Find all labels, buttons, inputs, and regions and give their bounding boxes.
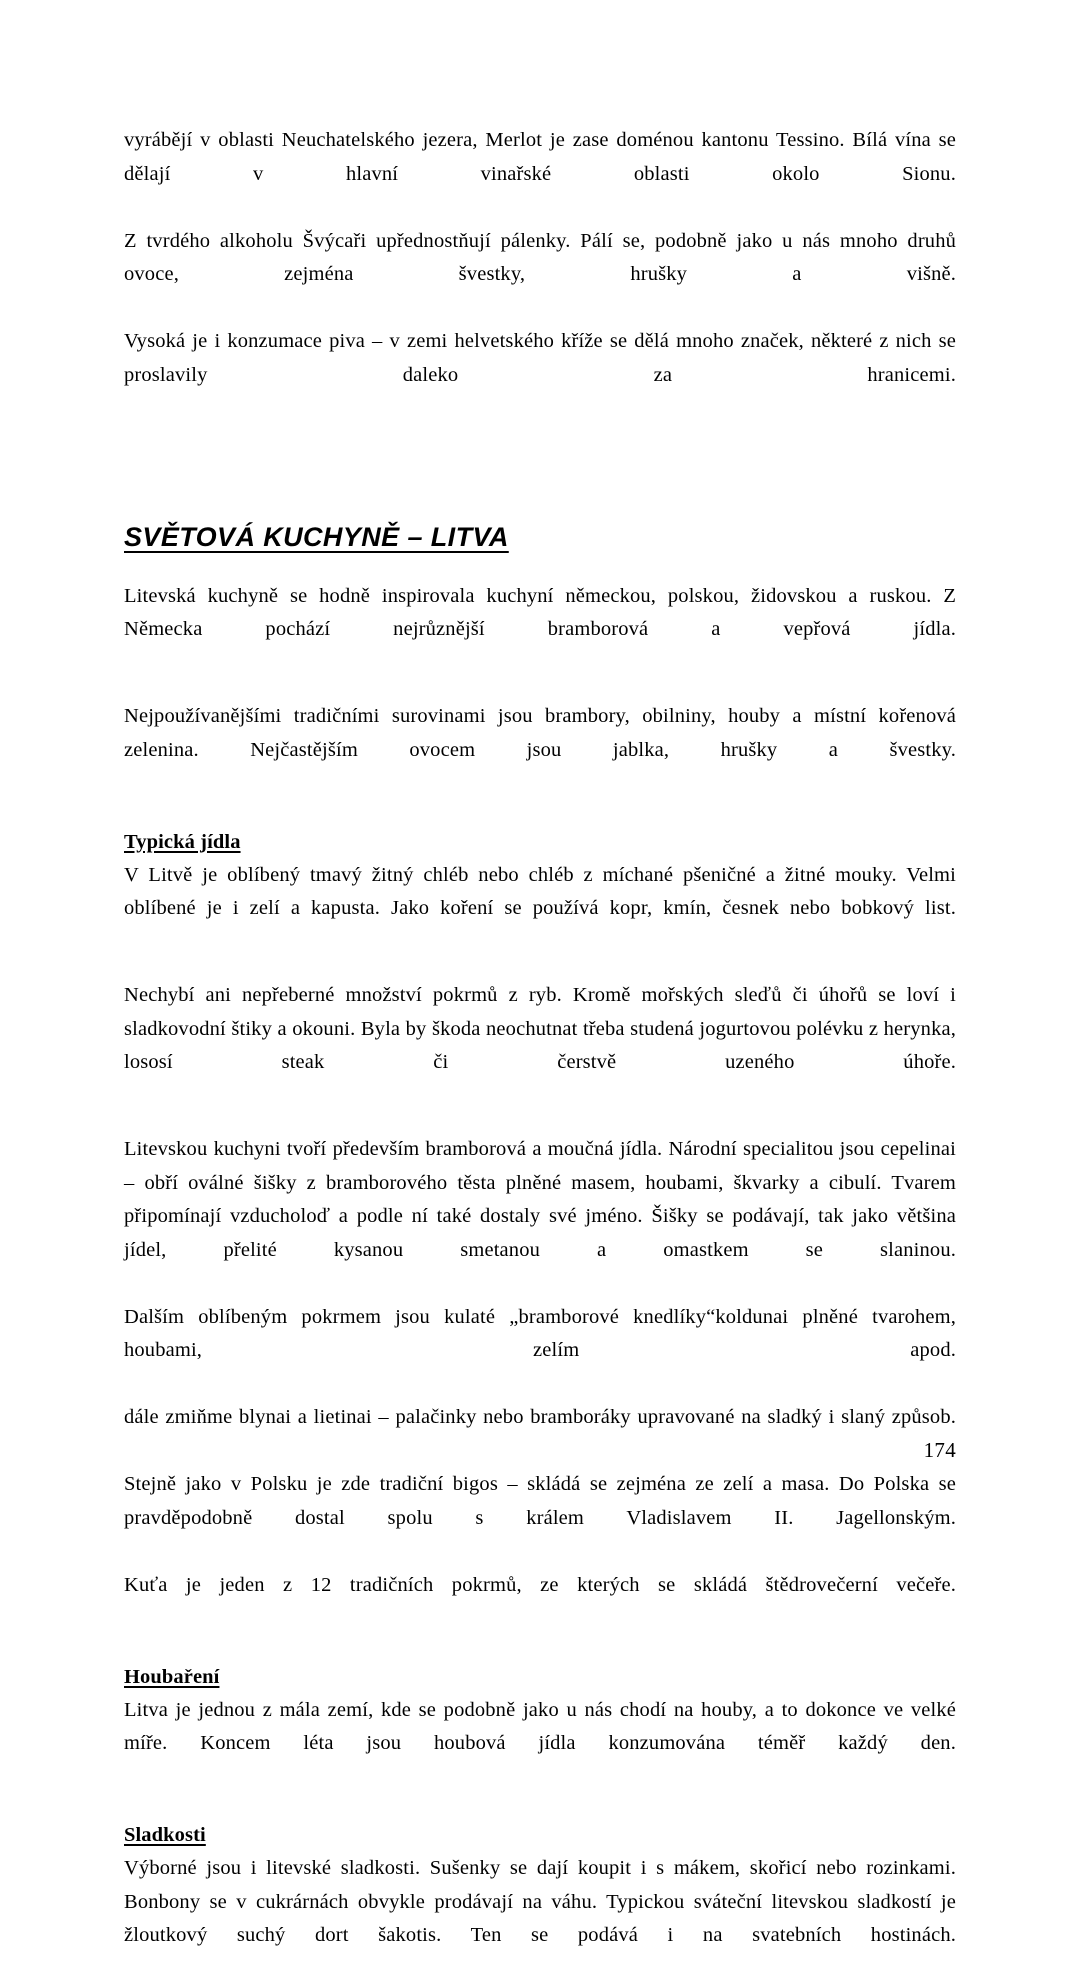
section-title: SVĚTOVÁ KUCHYNĚ – LITVA — [124, 521, 509, 552]
subsection-1-paragraph-4: Dalším oblíbeným pokrmem jsou kulaté „bramborové knedlíky“koldunai plněné tvarohem, houbami, zelím apod. — [124, 1305, 956, 1361]
subsection-heading-wrap-3 — [124, 1820, 956, 1852]
subsection-1-paragraph-3: Litevskou kuchyni tvoří především bramborová a moučná jídla. Národní specialitou jsou cepelinai – obří oválné šišky z bramborového těsta plněné masem, houbami, škvarky a cibulí. Tvarem připomínají vzducholoď a podle ní také dostaly své jméno. Šišky se podávají, tak jako většina jídel, přelité kysanou smetanou a omastkem se slaninou. — [124, 1138, 956, 1261]
subsection-3-paragraph-1: Výborné jsou i litevské sladkosti. Sušenky se dají koupit i s mákem, skořicí nebo rozinkami. Bonbony se v cukrárnách obvykle prodávají na váhu. Typickou sváteční litevskou sladkostí je žloutkový suchý dort šakotis. Ten se podává i na svatebních hostinách. — [124, 1857, 956, 1946]
section-lead-paragraph-2: Nejpoužívanějšími tradičními surovinami jsou brambory, obilniny, houby a místní kořenová zelenina. Nejčastějším ovocem jsou jablka, hrušky a švestky. — [124, 705, 956, 761]
subsection-heading-wrap-1 — [124, 827, 956, 859]
spacer-before-subsection-1 — [124, 801, 956, 827]
page-number: 174 — [923, 1438, 956, 1462]
subsection-1-paragraph-7: Kuťa je jeden z 12 tradičních pokrmů, ze kterých se skládá štědrovečerní večeře. — [124, 1573, 956, 1596]
intro-paragraph-3: Vysoká je i konzumace piva – v zemi helvetského kříže se dělá mnoho značek, některé z nich se proslavily daleko za hranicemi. — [124, 330, 956, 386]
spacer-before-subsection-3 — [124, 1794, 956, 1820]
subsection-1-paragraph-1: V Litvě je oblíbený tmavý žitný chléb nebo chléb z míchané pšeničné a žitné mouky. Velmi oblíbené je i zelí a kapusta. Jako koření se používá kopr, kmín, česnek nebo bobkový list. — [124, 863, 956, 919]
section-lead-paragraph-1: Litevská kuchyně se hodně inspirovala kuchyní německou, polskou, židovskou a ruskou. Z Německa pochází nejrůznější bramborová a vepřová jídla. — [124, 584, 956, 640]
intro-paragraph-2: Z tvrdého alkoholu Švýcaři upřednostňují pálenky. Pálí se, podobně jako u nás mnoho druhů ovoce, zejména švestky, hrušky a višně. — [124, 229, 956, 285]
page-content — [124, 124, 956, 1986]
subsection-1-paragraph-6: Stejně jako v Polsku je zde tradiční bigos – skládá se zejména ze zelí a masa. Do Polska se pravděpodobně dostal spolu s králem Vladislavem II. Jagellonským. — [124, 1473, 956, 1529]
subsection-heading-sladkosti: Sladkosti — [124, 1824, 206, 1846]
subsection-1-paragraph-5: dále zmiňme blynai a lietinai – palačinky nebo bramboráky upravované na sladký i slaný způsob. — [124, 1406, 956, 1428]
spacer-s1-p2-p3 — [124, 1113, 956, 1133]
spacer-after-section-title — [124, 554, 956, 580]
intro-paragraph-1: vyrábějí v oblasti Neuchatelského jezera, Merlot je zase doménou kantonu Tessino. Bílá vína se dělají v hlavní vinařské oblasti okolo Sionu. — [124, 129, 956, 185]
subsection-heading-wrap-2 — [124, 1662, 956, 1694]
spacer-before-subsection-2 — [124, 1636, 956, 1662]
spacer-lead-paragraphs — [124, 680, 956, 700]
subsection-heading-houbareni: Houbaření — [124, 1665, 220, 1688]
spacer-s1-p1-p2 — [124, 959, 956, 979]
subsection-1-paragraph-2: Nechybí ani nepřeberné množství pokrmů z ryb. Kromě mořských sleďů či úhořů se loví i sladkovodní štiky a okouni. Byla by škoda neochutnat třeba studená jogurtovou polévku z herynka, lososí steak či čerstvě uzeného úhoře. — [124, 984, 956, 1073]
subsection-2-paragraph-1: Litva je jednou z mála zemí, kde se podobně jako u nás chodí na houby, a to dokonce ve velké míře. Koncem léta jsou houbová jídla konzumována téměř každý den. — [124, 1698, 956, 1754]
subsection-heading-typicka-jidla: Typická jídla — [124, 830, 241, 853]
spacer-before-section-title — [124, 426, 956, 520]
